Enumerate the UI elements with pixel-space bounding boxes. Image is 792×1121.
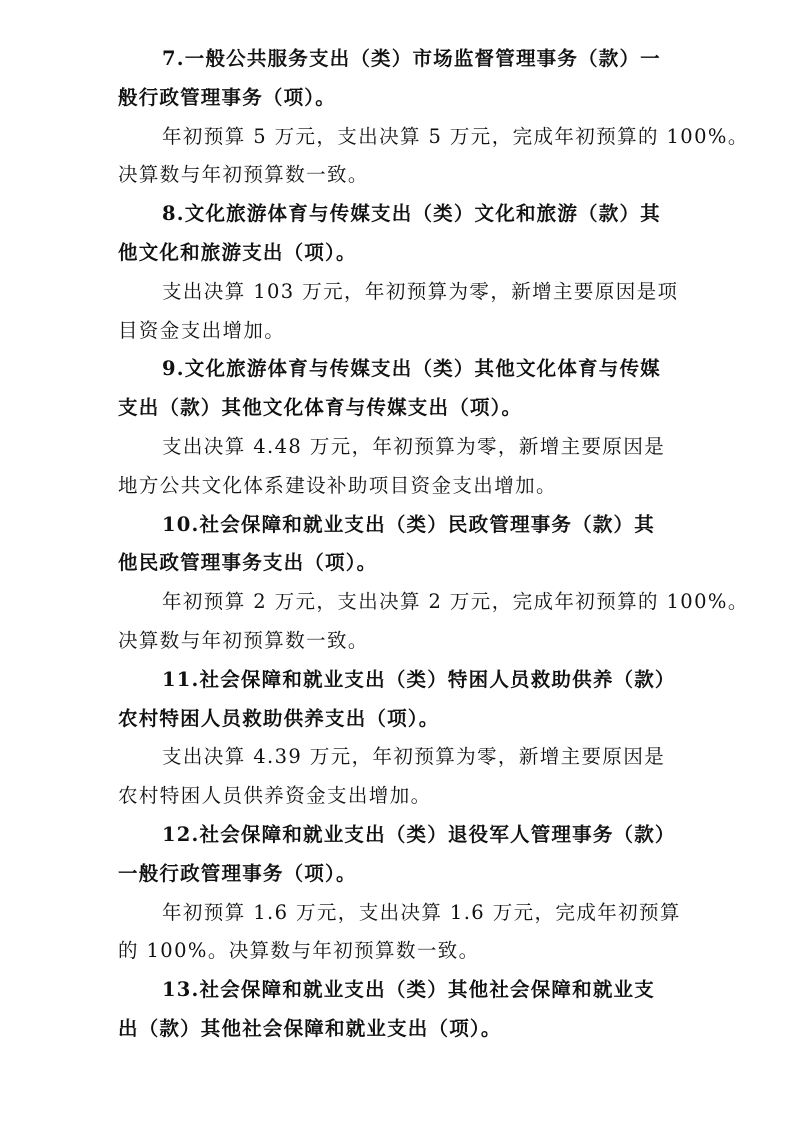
section-9-body-line-2: 地方公共文化体系建设补助项目资金支出增加。 [118,473,557,497]
section-10-heading-line-1: 10.社会保障和就业支出（类）民政管理事务（款）其 [162,512,655,536]
section-7-body-line-1: 年初预算 5 万元，支出决算 5 万元，完成年初预算的 100%。 [162,124,749,148]
section-7-heading-line-2: 般行政管理事务（项）。 [118,85,336,109]
section-8-heading-line-2: 他文化和旅游支出（项）。 [118,240,357,264]
section-12-heading-line-2: 一般行政管理事务（项）。 [118,861,357,885]
section-8-body-line-2: 目资金支出增加。 [118,318,286,342]
section-10-heading-line-2: 他民政管理事务支出（项）。 [118,551,378,575]
section-12-heading-line-1: 12.社会保障和就业支出（类）退役军人管理事务（款） [162,822,676,846]
document-page [118,40,749,1049]
section-11-heading-line-1: 11.社会保障和就业支出（类）特困人员救助供养（款） [162,667,676,691]
section-9-heading-line-2: 支出（款）其他文化体育与传媒支出（项）。 [118,396,523,420]
section-13-heading-line-1: 13.社会保障和就业支出（类）其他社会保障和就业支 [162,978,655,1002]
section-8-heading-line-1: 8.文化旅游体育与传媒支出（类）文化和旅游（款）其 [162,202,661,226]
section-11-body-line-1: 支出决算 4.39 万元，年初预算为零，新增主要原因是 [162,745,666,769]
section-9-heading-line-1: 9.文化旅游体育与传媒支出（类）其他文化体育与传媒 [162,357,661,381]
section-7-heading-line-1: 7.一般公共服务支出（类）市场监督管理事务（款）一 [162,47,661,70]
section-12-body-line-1: 年初预算 1.6 万元，支出决算 1.6 万元，完成年初预算 [162,900,681,924]
section-11-heading-line-2: 农村特困人员救助供养支出（项）。 [118,706,440,730]
section-10-body-line-1: 年初预算 2 万元，支出决算 2 万元，完成年初预算的 100%。 [162,590,749,614]
section-7-body-line-2: 决算数与年初预算数一致。 [118,163,369,187]
section-10-body-line-2: 决算数与年初预算数一致。 [118,628,369,652]
section-11-body-line-2: 农村特困人员供养资金支出增加。 [118,784,432,808]
section-12-body-line-2: 的 100%。决算数与年初预算数一致。 [118,939,480,963]
section-9-body-line-1: 支出决算 4.48 万元，年初预算为零，新增主要原因是 [162,434,666,458]
section-8-body-line-1: 支出决算 103 万元，年初预算为零，新增主要原因是项 [162,279,679,303]
section-13-heading-line-2: 出（款）其他社会保障和就业支出（项）。 [118,1016,502,1040]
